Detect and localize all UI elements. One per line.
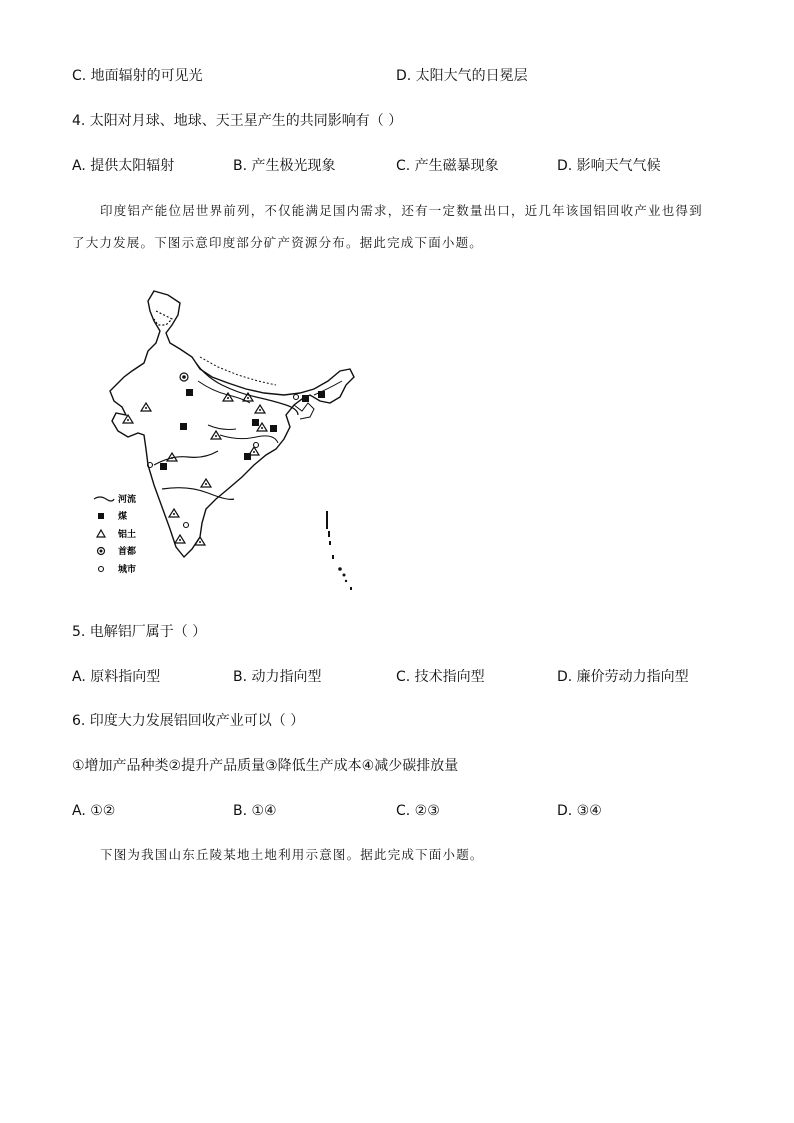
coal-marker [186,389,193,396]
coal-marker [252,419,259,426]
q6-option-c: C. ②③ [396,803,440,819]
city-icon [99,567,104,572]
andaman-islands [326,511,352,590]
capital-marker [180,373,188,381]
narmada-river [154,451,218,465]
city-marker [254,443,259,448]
coal-marker [270,425,277,432]
legend-river-label: 河流 [118,495,137,505]
q4-option-b: B. 产生极光现象 [233,158,336,174]
q6-option-d: D. ③④ [557,803,602,819]
india-outline [110,291,354,557]
india-mineral-map [88,285,363,595]
q3-option-c: C. 地面辐射的可见光 [72,68,203,84]
passage1-line1: 印度铝产能位居世界前列，不仅能满足国内需求，还有一定数量出口，近几年该国铝回收产业也得到 [100,203,703,218]
q6-option-a: A. ①② [72,803,116,819]
passage1-line2: 了大力发展。下图示意印度部分矿产资源分布。据此完成下面小题。 [72,235,484,250]
q4-option-d: D. 影响天气气候 [557,158,661,174]
bauxite-icon [97,530,105,537]
mahanadi-river [220,435,278,443]
q5-option-d: D. 廉价劳动力指向型 [557,669,689,685]
northern-boundary [200,357,276,385]
coal-marker [160,463,167,470]
map-legend [94,493,137,575]
legend-coal-label: 煤 [118,512,128,522]
coal-marker [318,391,325,398]
city-marker [294,395,299,400]
q6-option-b: B. ①④ [233,803,277,819]
passage2-line1: 下图为我国山东丘陵某地土地利用示意图。据此完成下面小题。 [100,847,484,862]
son-river [208,425,236,430]
q6-stem: 6. 印度大力发展铝回收产业可以（ ） [72,713,305,729]
legend-bauxite-label: 铝土 [118,530,137,540]
q4-option-a: A. 提供太阳辐射 [72,158,175,174]
q3-option-d: D. 太阳大气的日冕层 [396,68,528,84]
q5-option-a: A. 原料指向型 [72,669,161,685]
q5-option-c: C. 技术指向型 [396,669,485,685]
river-icon [94,497,114,501]
disputed-boundary [154,311,172,325]
bauxite-markers [123,393,267,545]
q5-stem: 5. 电解铝厂属于（ ） [72,624,207,640]
coal-marker [180,423,187,430]
q4-stem: 4. 太阳对月球、地球、天王星产生的共同影响有（ ） [72,113,403,129]
coal-marker [302,395,309,402]
city-marker [184,523,189,528]
q6-choices: ①增加产品种类②提升产品质量③降低生产成本④减少碳排放量 [72,758,459,774]
q4-option-c: C. 产生磁暴现象 [396,158,499,174]
legend-capital-label: 首都 [118,547,137,557]
coal-icon [98,513,104,519]
legend-city-label: 城市 [118,565,137,575]
q5-option-b: B. 动力指向型 [233,669,322,685]
